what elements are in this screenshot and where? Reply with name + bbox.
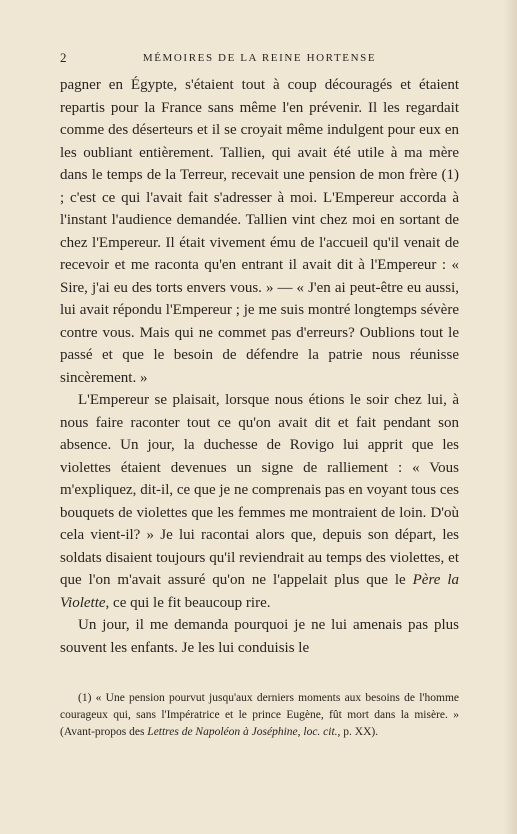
footnote-book-title: Lettres de Napoléon à Joséphine bbox=[147, 726, 298, 738]
footnote-loc-cit: loc. cit. bbox=[303, 726, 338, 738]
footnote bbox=[60, 690, 459, 741]
paragraph-2-text-start: L'Empereur se plaisait, lorsque nous étions le soir chez lui, à nous faire raconter tout ce qu'on avait dit et fait pendant son absence. Un jour, la duchesse de Rovigo lui apprit que les violettes étaient devenues un signe de ralliement : « Vous m'expliquez, dit-il, ce que je ne comprenais pas en voyant tous ces bouquets de violettes que les femmes me montraient de loin. D'où cela vient-il? » Je lui racontai alors que, depuis son départ, les soldats disaient toujours qu'il reviendrait au temps des violettes, et que l'on m'avait assuré qu'on ne l'appelait plus que le bbox=[60, 392, 459, 588]
page-number: 2 bbox=[60, 50, 67, 65]
paragraph-2-text-end: , ce qui le fit beaucoup rire. bbox=[105, 594, 271, 611]
paragraph-2 bbox=[60, 389, 459, 614]
footnote-text-end: , p. XX). bbox=[337, 726, 379, 738]
footnote-text-start: (1) « Une pension pourvut jusqu'aux derniers moments aux besoins de l'homme courageux qui, sans l'Impératrice et le prince Eugène, fût mort dans la misère. » (Avant-propos des bbox=[60, 692, 459, 738]
italic-nickname: Père la Violette bbox=[60, 572, 459, 611]
paragraph-1: pagner en Égypte, s'étaient tout à coup découragés et étaient repartis pour la France sans même l'en prévenir. Il les regardait comme des déserteurs et il se croyait même indulgent pour eux en les oubliant entièrement. Tallien, qui avait été utile à ma mère dans le temps de la Terreur, recevait une pension de mon frère (1) ; c'est ce qui l'avait fait s'adresser à moi. L'Empereur accorda à l'instant l'audience demandée. Tallien vint chez moi en sortant de chez l'Empereur. Il était vivement ému de l'accueil qu'il venait de recevoir et me raconta qu'en entrant il avait dit à l'Empereur : « Sire, j'ai eu des torts envers vous. » — « J'en ai peut-être eu aussi, lui avait répondu l'Empereur ; je me suis montré longtemps sévère contre vous. Mais qui ne commet pas d'erreurs? Oublions tout le passé et que le besoin de défendre la patrie nous réunisse sincèrement. » bbox=[60, 77, 459, 386]
running-title: MÉMOIRES DE LA REINE HORTENSE bbox=[142, 52, 377, 64]
page-header bbox=[60, 48, 459, 68]
body-text bbox=[60, 74, 459, 659]
page-edge-shadow bbox=[503, 0, 517, 834]
footnote-text bbox=[60, 690, 459, 741]
footnote-separator: , bbox=[297, 726, 304, 738]
paragraph-3: Un jour, il me demanda pourquoi je ne lui amenais pas plus souvent les enfants. Je les lui conduisis le bbox=[60, 617, 459, 656]
